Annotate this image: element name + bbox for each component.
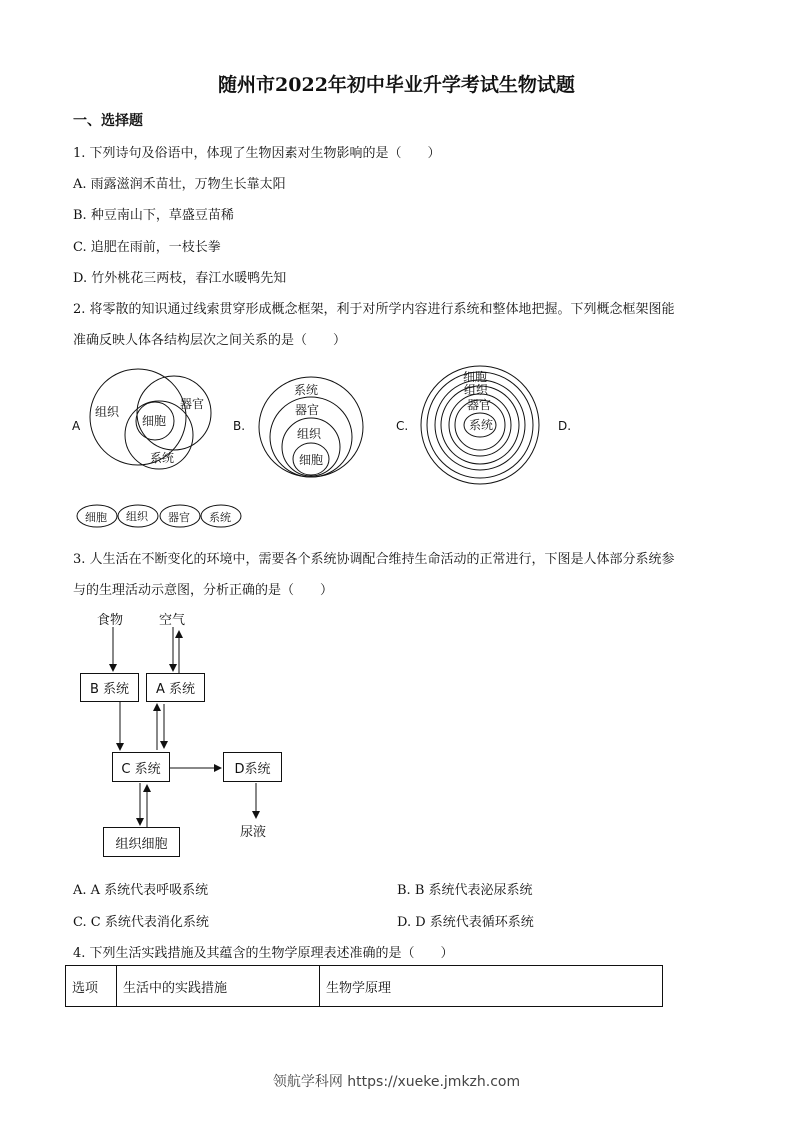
q4-header-principle: 生物学原理 xyxy=(320,966,663,1007)
nested-b-system: 系统 xyxy=(294,383,319,397)
q1-option-d: D. 竹外桃花三两枝，春江水暖鸭先知 xyxy=(73,271,287,286)
q1-stem: 1. 下列诗句及俗语中，体现了生物因素对生物影响的是（ ） xyxy=(73,146,441,161)
nested-b-organ: 器官 xyxy=(295,403,320,417)
flow-a-system: A 系统 xyxy=(146,673,205,702)
nested-c-system: 系统 xyxy=(469,418,494,432)
venn-a-tissue: 组织 xyxy=(95,405,120,419)
flow-air: 空气 xyxy=(159,613,186,628)
q3-option-a: A. A 系统代表呼吸系统 xyxy=(73,883,209,898)
q4-table xyxy=(65,965,663,1007)
chain-d-organ: 器官 xyxy=(168,511,190,524)
flow-d-system: D系统 xyxy=(223,752,282,782)
chain-d-system: 系统 xyxy=(209,511,231,524)
nested-c-tissue: 组织 xyxy=(464,383,489,397)
q2-stem-line2: 准确反映人体各结构层次之间关系的是（ ） xyxy=(73,333,347,348)
table-row xyxy=(66,966,663,1007)
flow-urine: 尿液 xyxy=(240,825,267,840)
q3-option-c: C. C 系统代表消化系统 xyxy=(73,915,209,930)
q2-stem-line1: 2. 将零散的知识通过线索贯穿形成概念框架，利于对所学内容进行系统和整体地把握。下列概念框架图能 xyxy=(73,302,675,317)
q2-label-b: B. xyxy=(233,419,246,433)
nested-c-cell: 细胞 xyxy=(463,370,488,384)
q3-stem-line1: 3. 人生活在不断变化的环境中，需要各个系统协调配合维持生命活动的正常进行，下图是人体部分系统参 xyxy=(73,552,675,567)
q4-header-practice: 生活中的实践措施 xyxy=(117,966,320,1007)
section-heading: 一、选择题 xyxy=(73,113,143,129)
q2-label-d: D. xyxy=(558,419,572,433)
nested-b-tissue: 组织 xyxy=(297,427,322,441)
nested-c-organ: 器官 xyxy=(467,398,492,412)
q1-option-b: B. 种豆南山下，草盛豆苗稀 xyxy=(73,208,234,223)
venn-a-organ: 器官 xyxy=(180,397,205,411)
q2-label-c: C. xyxy=(396,419,409,433)
venn-a-system: 系统 xyxy=(150,451,175,465)
flow-c-system: C 系统 xyxy=(112,752,170,782)
chain-d-tissue: 组织 xyxy=(126,510,148,523)
q1-option-a: A. 雨露滋润禾苗壮，万物生长靠太阳 xyxy=(73,177,286,192)
q3-option-d: D. D 系统代表循环系统 xyxy=(397,915,534,930)
page-title: 随州市2022年初中毕业升学考试生物试题 xyxy=(218,74,575,96)
flow-food: 食物 xyxy=(97,613,124,628)
q4-stem: 4. 下列生活实践措施及其蕴含的生物学原理表述准确的是（ ） xyxy=(73,946,454,961)
q1-option-c: C. 追肥在雨前，一枝长拳 xyxy=(73,240,221,255)
venn-a-cell: 细胞 xyxy=(142,414,167,428)
q3-option-b: B. B 系统代表泌尿系统 xyxy=(397,883,533,898)
chain-d-cell: 细胞 xyxy=(85,511,107,524)
flow-b-system: B 系统 xyxy=(80,673,139,702)
q4-header-option: 选项 xyxy=(66,966,117,1007)
footer-watermark: 领航学科网 https://xueke.jmkzh.com xyxy=(272,1074,521,1090)
nested-b-cell: 细胞 xyxy=(299,453,324,467)
flow-tissue-cells: 组织细胞 xyxy=(103,827,180,857)
q3-stem-line2: 与的生理活动示意图，分析正确的是（ ） xyxy=(73,583,334,598)
q2-label-a: A xyxy=(72,419,81,433)
